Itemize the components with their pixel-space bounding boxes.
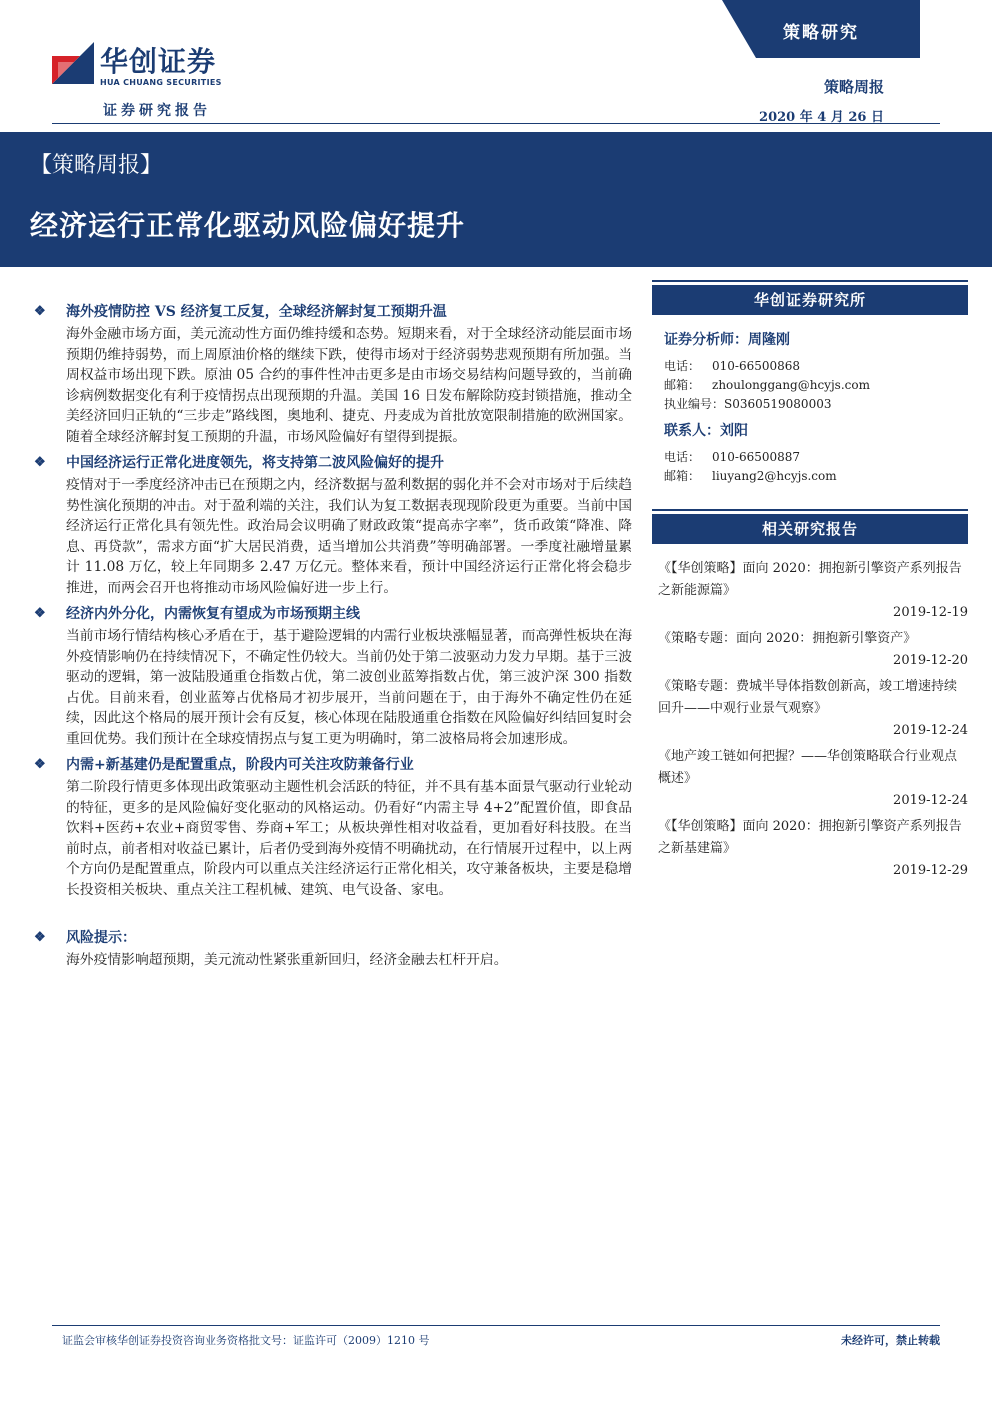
diamond-bullet-icon: ❖ <box>34 304 46 319</box>
section-heading: ❖ 海外疫情防控 VS 经济复工反复，全球经济解封复工预期升温 <box>34 304 447 320</box>
report-subtitle: 策略周报 <box>823 78 884 96</box>
logo-mark-icon <box>52 42 94 84</box>
section-heading: ❖ 经济内外分化，内需恢复有望成为市场预期主线 <box>34 606 360 622</box>
diamond-bullet-icon: ❖ <box>34 930 46 945</box>
related-report-title[interactable]: 《【华创策略】面向 2020：拥抱新引擎资产系列报告之新基建篇》 <box>658 819 962 856</box>
panel-rule <box>652 509 968 511</box>
related-report-title[interactable]: 《【华创策略】面向 2020：拥抱新引擎资产系列报告之新能源篇》 <box>658 561 962 598</box>
top-tab-label: 策略研究 <box>783 23 859 43</box>
risk-body: 海外疫情影响超预期，美元流动性紧张重新回归，经济金融去杠杆开启。 <box>66 952 508 968</box>
section-heading: ❖ 内需+新基建仍是配置重点，阶段内可关注攻防兼备行业 <box>34 757 414 773</box>
section-body: 当前市场行情结构核心矛盾在于，基于避险逻辑的内需行业板块涨幅显著，而高弹性板块在海外疫情影响仍在持续情况下，不确定性仍较大。当前仍处于第二波驱动力发力早期。基于三波驱动的逻辑，第一波陆股通重仓指数占优，第二波创业蓝筹指数占优，第三波沪深 300 指数占优。目前来看，创业蓝筹占优格局才初步展开，当前问题在于，由于海外不确定性仍在延续，因此这个格局的展开预计会有反复，核心体现在陆股通重仓指数在风险偏好纠结回复时会重回优势。我们预计在全球疫情拐点与复工更为明确时，第二波格局将会加速形成。 <box>66 628 632 747</box>
diamond-bullet-icon: ❖ <box>34 606 46 621</box>
section-body: 海外金融市场方面，美元流动性方面仍维持缓和态势。短期来看，对于全球经济动能层面市场预期仍维持弱势，而上周原油价格的继续下跌，使得市场对于经济弱势悲观预期有所加强。当周权益市场出现下跌。原油 05 合约的事件性冲击更多是由市场交易结构问题导致的，当前确诊病例数据变化有利于疫情拐点出现预期的升温。美国 16 日发布解除防疫封锁措施，推动全美经济回归正轨的“三步走”路线图，奥地利、捷克、丹麦成为首批放宽限制措施的欧洲国家。随着全球经济解封复工预期的升温，市场风险偏好有望得到提振。 <box>66 326 632 445</box>
company-logo <box>52 40 252 100</box>
contact-phone: 电话： 010-66500887 <box>664 450 801 464</box>
analyst-email: 邮箱： zhoulonggang@hcyjs.com <box>664 378 870 392</box>
analyst-name: 证券分析师：周隆刚 <box>664 332 790 348</box>
banner-tag: 【策略周报】 <box>30 153 163 178</box>
related-report-date: 2019-12-19 <box>893 605 968 620</box>
related-report-date: 2019-12-24 <box>893 723 968 738</box>
report-title: 经济运行正常化驱动风险偏好提升 <box>30 209 466 242</box>
diamond-bullet-icon: ❖ <box>34 757 46 772</box>
related-report-title[interactable]: 《地产竣工链如何把握？——华创策略联合行业观点概述》 <box>658 749 958 786</box>
brand-name-cn: 华创证券 <box>100 45 217 78</box>
contact-name: 联系人：刘阳 <box>664 423 748 439</box>
footer-notice: 未经许可，禁止转载 <box>841 1334 940 1347</box>
related-report-date: 2019-12-24 <box>893 793 968 808</box>
section-heading: ❖ 中国经济运行正常化进度领先，将支持第二波风险偏好的提升 <box>34 455 444 471</box>
title-banner <box>0 132 992 267</box>
analyst-panel <box>652 280 968 486</box>
related-header: 相关研究报告 <box>652 514 968 544</box>
report-type: 证券研究报告 <box>103 103 211 119</box>
footer-license: 证监会审核华创证券投资咨询业务资格批文号：证监许可（2009）1210 号 <box>62 1334 430 1347</box>
related-report-date: 2019-12-29 <box>893 863 968 878</box>
related-report-title[interactable]: 《策略专题：面向 2020：拥抱新引擎资产》 <box>658 631 917 646</box>
diamond-bullet-icon: ❖ <box>34 455 46 470</box>
institute-header: 华创证券研究所 <box>652 285 968 315</box>
section-body: 疫情对于一季度经济冲击已在预期之内，经济数据与盈利数据的弱化并不会对市场对于后续趋势性演化预期的冲击。对于盈利端的关注，我们认为复工数据表现现阶段更为重要。当前中国经济运行正常化具有领先性。政治局会议明确了财政政策“提高赤字率”，货币政策“降准、降息、再贷款”，需求方面“扩大居民消费，适当增加公共消费”等明确部署。一季度社融增量累计 11.08 万亿，较上年同期多 2.47 万亿元。整体来看，预计中国经济运行正常化将会稳步推进，而两会召开也将推动市场风险偏好进一步上行。 <box>66 477 632 596</box>
main-content <box>34 298 632 977</box>
report-date: 2020 年 4 月 26 日 <box>759 110 884 125</box>
related-report-date: 2019-12-20 <box>893 653 968 668</box>
footer-divider <box>52 1325 940 1326</box>
analyst-phone: 电话： 010-66500868 <box>664 359 801 373</box>
related-report-title[interactable]: 《策略专题：费城半导体指数创新高，竣工增速持续回升——中观行业景气观察》 <box>658 679 958 716</box>
related-reports <box>652 509 968 886</box>
panel-rule <box>652 280 968 282</box>
analyst-license: 执业编号： S0360519080003 <box>664 397 832 411</box>
brand-name-en: HUA CHUANG SECURITIES <box>100 78 222 87</box>
section-body: 第二阶段行情更多体现出政策驱动主题性机会活跃的特征，并不具有基本面景气驱动行业轮动的特征，更多的是风险偏好变化驱动的风格运动。仍看好“内需主导 4+2”配置价值，即食品饮料+医药+农业+商贸零售、券商+军工；从板块弹性相对收益看，更加看好科技股。在当前时点，前者相对收益已累计，后者仍受到海外疫情不明确扰动，在行情展开过程中，以上两个方向仍是配置重点，阶段内可以重点关注经济运行正常化相关，攻守兼备板块，主要是稳增长投资相关板块、重点关注工程机械、建筑、电气设备、家电。 <box>66 779 632 898</box>
contact-email: 邮箱： liuyang2@hcyjs.com <box>664 469 837 483</box>
risk-heading: ❖ 风险提示： <box>34 930 136 946</box>
